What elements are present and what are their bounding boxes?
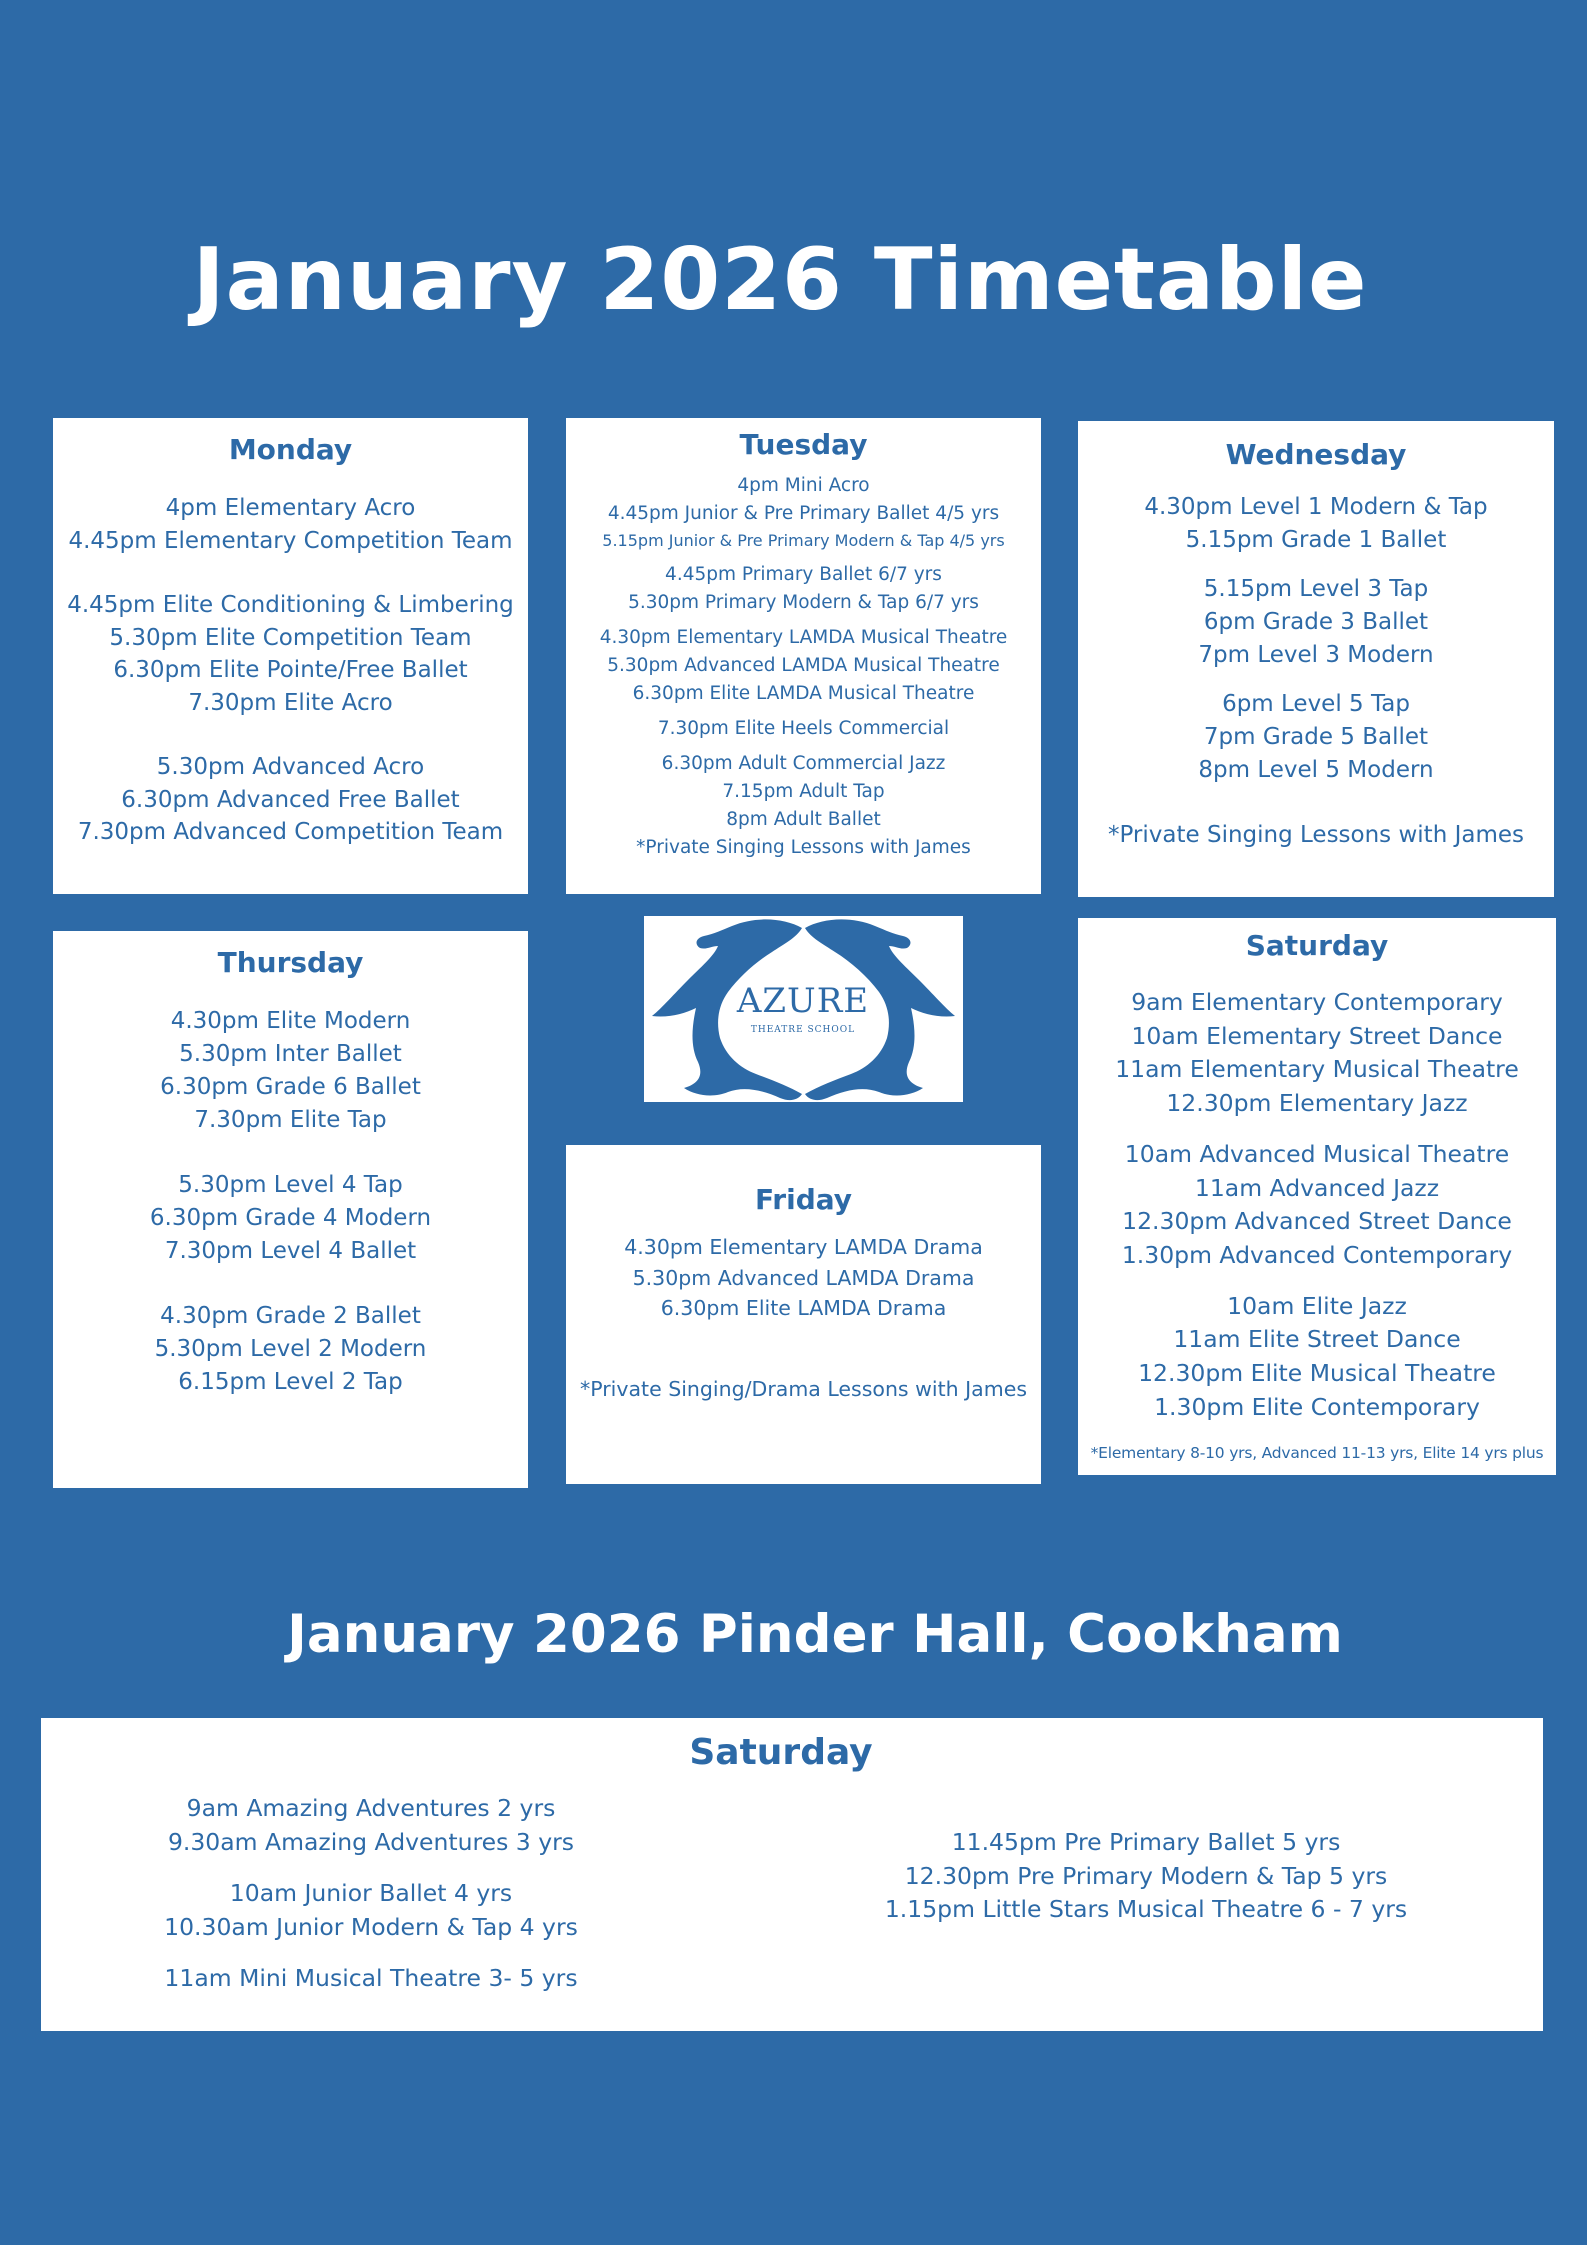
class-line: 8pm Adult Ballet [726,809,881,830]
class-line: 5.30pm Primary Modern & Tap 6/7 yrs [628,592,979,613]
monday-card [53,418,528,894]
class-line: 4pm Mini Acro [737,475,870,496]
class-line: 7.30pm Level 4 Ballet [164,1238,417,1264]
class-line: 4.30pm Elementary LAMDA Drama [624,1235,983,1259]
thursday-card [53,931,528,1488]
monday-group-2 [53,589,528,719]
wednesday-group-3 [1078,688,1554,787]
class-line: 5.30pm Elite Competition Team [109,624,472,651]
class-line: 1.30pm Advanced Contemporary [1121,1240,1513,1269]
class-line: 8pm Level 5 Modern [1198,757,1434,783]
class-line: 7.30pm Elite Heels Commercial [657,718,950,739]
thursday-group-3 [53,1300,528,1399]
class-line: 12.30pm Advanced Street Dance [1122,1207,1512,1236]
age-groups-footnote: *Elementary 8-10 yrs, Advanced 11-13 yrs, Elite 14 yrs plus [1090,1444,1544,1463]
class-line: 7.30pm Elite Tap [194,1107,387,1133]
thursday-group-1 [53,1005,528,1137]
class-line: 5.30pm Level 2 Modern [154,1336,427,1362]
class-line: 4.30pm Elementary LAMDA Musical Theatre [599,627,1008,648]
class-line: 4.45pm Junior & Pre Primary Ballet 4/5 yrs [607,503,1000,524]
class-line: 5.30pm Advanced Acro [156,754,425,780]
saturday-group-2 [1078,1138,1556,1273]
friday-heading: Friday [754,1183,853,1216]
pinder-saturday-heading: Saturday [689,1732,873,1773]
class-line: 6.30pm Grade 4 Modern [149,1205,432,1231]
class-line: 4.45pm Elementary Competition Team [68,527,513,554]
private-lessons-note: *Private Singing/Drama Lessons with James [579,1376,1028,1401]
class-line: 5.30pm Advanced LAMDA Musical Theatre [607,655,1000,676]
class-line: 6.30pm Elite LAMDA Musical Theatre [632,683,975,704]
class-line: 5.30pm Advanced LAMDA Drama [632,1265,975,1290]
wednesday-heading: Wednesday [1225,438,1407,471]
pinder-right-column [861,1826,1431,1927]
saturday-card [1078,918,1556,1475]
class-line: 4.30pm Level 1 Modern & Tap [1144,494,1488,520]
tuesday-group-1 [566,472,1041,554]
class-line: 4.30pm Grade 2 Ballet [160,1303,421,1329]
tuesday-heading: Tuesday [739,428,868,461]
monday-heading: Monday [228,433,353,466]
class-line: 7pm Grade 5 Ballet [1203,724,1429,750]
class-line: 5.15pm Level 3 Tap [1203,576,1429,602]
class-line: 4.45pm Elite Conditioning & Limbering [67,592,514,618]
class-line: 11am Mini Musical Theatre 3- 5 yrs [164,1964,578,1992]
friday-group [566,1232,1041,1324]
class-line: 9.30am Amazing Adventures 3 yrs [167,1827,575,1856]
class-line: 10am Elementary Street Dance [1131,1021,1503,1050]
tuesday-group-4 [566,715,1041,743]
class-line: 12.30pm Pre Primary Modern & Tap 5 yrs [904,1861,1388,1890]
class-line: 7.30pm Elite Acro [188,689,393,716]
class-line: 5.15pm Junior & Pre Primary Modern & Tap 4/5 yrs [602,531,1005,550]
class-line: 12.30pm Elementary Jazz [1166,1089,1468,1118]
logo-tagline: THEATRE SCHOOL [750,1025,856,1035]
class-line: 7pm Level 3 Modern [1198,642,1434,668]
pinder-hall-title: January 2026 Pinder Hall, Cookham [287,1604,1343,1665]
class-line: 5.30pm Level 4 Tap [178,1172,403,1198]
class-line: 9am Amazing Adventures 2 yrs [186,1794,556,1822]
pinder-left-column [91,1792,651,1996]
monday-group-1 [53,492,528,557]
class-line: 6.30pm Elite LAMDA Drama [660,1296,947,1320]
class-line: 6pm Grade 3 Ballet [1203,609,1429,635]
class-line: 11am Elementary Musical Theatre [1115,1055,1519,1084]
pinder-saturday-card [41,1718,1543,2031]
saturday-group-3 [1078,1290,1556,1425]
saturday-heading: Saturday [1245,929,1389,962]
page-title: January 2026 Timetable [192,230,1368,330]
class-line: 1.30pm Elite Contemporary [1154,1392,1480,1421]
tuesday-group-3 [566,624,1041,708]
class-line: 6.30pm Adult Commercial Jazz [661,753,946,774]
class-line: 12.30pm Elite Musical Theatre [1138,1359,1496,1388]
monday-group-3 [53,751,528,849]
private-lessons-note: *Private Singing Lessons with James [1107,822,1525,848]
friday-card [566,1145,1041,1484]
dancers-logo-icon [644,916,963,1102]
azure-logo [644,916,963,1102]
wednesday-card [1078,421,1554,897]
pinder-group-1 [91,1792,651,1859]
wednesday-group-2 [1078,573,1554,672]
class-line: 10am Advanced Musical Theatre [1124,1139,1510,1168]
wednesday-group-1 [1078,491,1554,557]
class-line: 6.30pm Elite Pointe/Free Ballet [113,657,468,683]
class-line: 5.15pm Grade 1 Ballet [1185,527,1447,553]
class-line: 9am Elementary Contemporary [1131,988,1503,1016]
class-line: 7.30pm Advanced Competition Team [77,819,504,845]
pinder-group-3 [91,1962,651,1996]
class-line: 6.15pm Level 2 Tap [178,1369,403,1395]
class-line: 11am Advanced Jazz [1194,1173,1440,1202]
thursday-group-2 [53,1169,528,1268]
class-line: 6pm Level 5 Tap [1222,691,1410,717]
class-line: 7.15pm Adult Tap [722,781,885,802]
private-lessons-note: *Private Singing Lessons with James [636,837,971,858]
class-line: 10am Elite Jazz [1227,1291,1407,1320]
saturday-group-1 [1078,986,1556,1121]
class-line: 1.15pm Little Stars Musical Theatre 6 - 7 yrs [884,1895,1408,1923]
logo-name: AZURE [736,981,870,1021]
class-line: 10am Junior Ballet 4 yrs [229,1879,513,1907]
tuesday-card [566,418,1041,894]
tuesday-group-2 [566,561,1041,617]
class-line: 6.30pm Grade 6 Ballet [160,1074,421,1100]
tuesday-group-5 [566,750,1041,862]
class-line: 11am Elite Street Dance [1173,1325,1461,1354]
class-line: 4.30pm Elite Modern [170,1008,411,1034]
class-line: 5.30pm Inter Ballet [179,1041,402,1067]
pinder-group-2 [91,1877,651,1944]
class-line: 10.30am Junior Modern & Tap 4 yrs [164,1912,578,1941]
class-line: 11.45pm Pre Primary Ballet 5 yrs [951,1828,1341,1856]
thursday-heading: Thursday [217,946,364,979]
class-line: 6.30pm Advanced Free Ballet [121,786,460,813]
class-line: 4.45pm Primary Ballet 6/7 yrs [665,564,942,585]
class-line: 4pm Elementary Acro [165,495,416,521]
